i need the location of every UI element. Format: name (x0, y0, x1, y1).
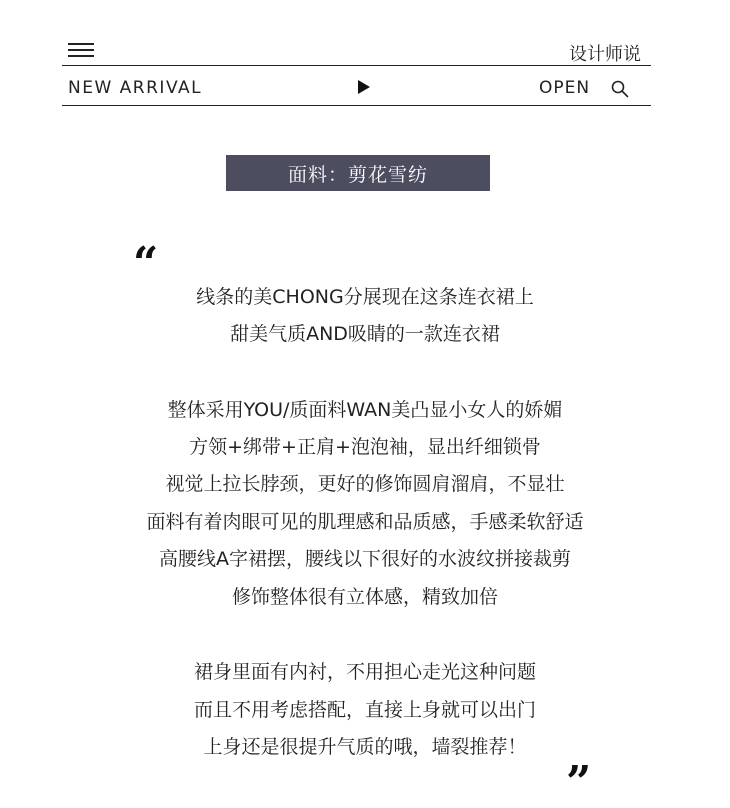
open-button[interactable]: OPEN (539, 78, 591, 98)
description-line: 方领+绑带+正肩+泡泡袖，显出纤细锁骨 (189, 436, 541, 458)
header-divider-bottom (62, 105, 651, 106)
description-line: 裙身里面有内衬，不用担心走光这种问题 (193, 661, 536, 683)
description-line: 而且不用考虑搭配，直接上身就可以出门 (193, 699, 536, 721)
menu-icon[interactable] (68, 43, 94, 59)
description-line: 修饰整体很有立体感，精致加倍 (231, 586, 498, 608)
header-nav (62, 38, 651, 108)
description-line: 上身还是很提升气质的哦，墙裂推荐！ (203, 736, 527, 758)
search-icon[interactable] (611, 80, 629, 98)
new-arrival-label: NEW ARRIVAL (68, 78, 203, 98)
header-divider-top (62, 65, 651, 66)
description-line: 整体采用YOU/质面料WAN美凸显小女人的娇媚 (167, 399, 563, 421)
description-line: 甜美气质AND吸睛的一款连衣裙 (230, 323, 500, 345)
close-quote-mark: ” (566, 757, 592, 808)
designer-link[interactable]: 设计师说 (569, 44, 641, 65)
description-line: 线条的美CHONG分展现在这条连衣裙上 (196, 286, 534, 308)
play-icon[interactable] (358, 80, 370, 94)
description-line: 面料有着肉眼可见的肌理感和品质感，手感柔软舒适 (146, 511, 584, 533)
fabric-banner: 面料：剪花雪纺 (226, 155, 490, 191)
description-line: 视觉上拉长脖颈，更好的修饰圆肩溜肩，不显壮 (165, 473, 565, 495)
description-line: 高腰线A字裙摆，腰线以下很好的水波纹拼接裁剪 (159, 548, 571, 570)
open-quote-mark: “ (133, 238, 159, 289)
